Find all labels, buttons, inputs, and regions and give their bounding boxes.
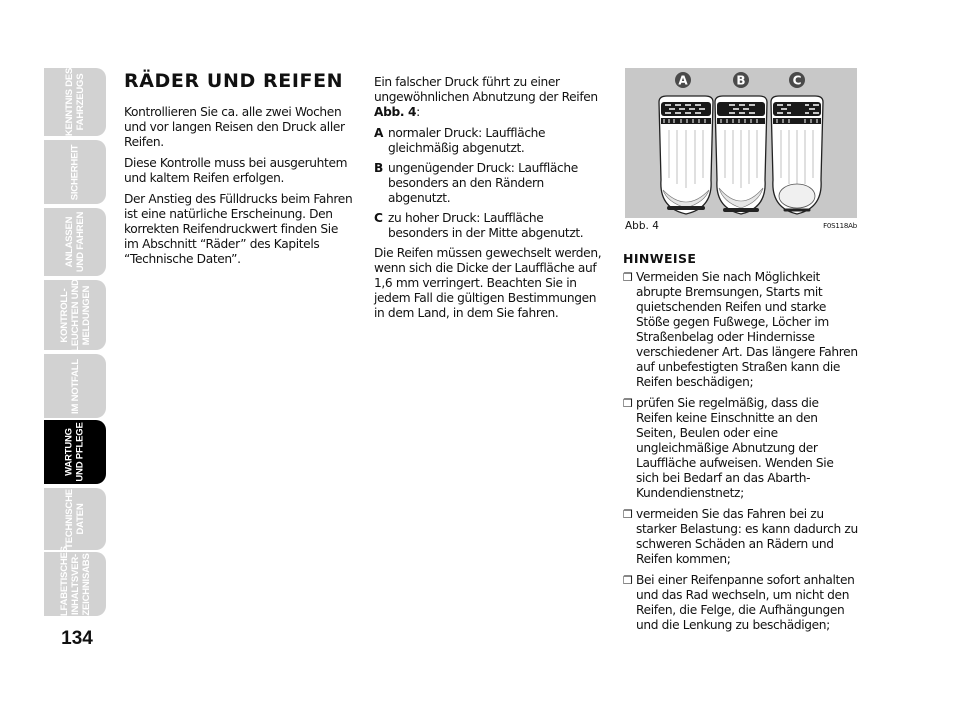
bullet-text: prüfen Sie regelmäßig, dass die Reifen keine Einschnitte an den Seiten, Beulen oder eine ungleichmäßige Abnutzung der Lauffläche aufweisen. Wenden Sie sich bei Bedarf an das Abarth-Kundendienstnetz;	[636, 396, 834, 500]
tab-label: TECHNISCHE DATEN	[63, 489, 86, 549]
checkbox-icon: ❒	[623, 271, 633, 284]
item-text: ungenügender Druck: Lauffläche besonders an den Rändern abgenutzt.	[388, 161, 578, 205]
tab-label: WARTUNG UND PFLEGE	[63, 422, 86, 482]
intro-text: Ein falscher Druck führt zu einer ungewöhnlichen Abnutzung der Reifen	[374, 75, 598, 104]
tab-label: KONTROLL- LEUCHTEN UND MELDUNGEN	[58, 278, 92, 352]
bullet-text: Vermeiden Sie nach Möglichkeit abrupte Bremsungen, Starts mit quietschenden Reifen und starke Stöße gegen Fußwege, Löcher im Straßenbelag oder Hindernisse verschiedener Art. Das längere Fahren auf unbefestigten Straßen kann die Reifen beschädigen;	[636, 270, 858, 389]
tab-label: ANLASSEN UND FAHREN	[64, 211, 86, 273]
badge-b	[733, 72, 749, 88]
column-3	[623, 251, 858, 639]
bullet-text: Bei einer Reifenpanne sofort anhalten und das Rad wechseln, um nicht den Reifen, die Felge, die Aufhängungen und die Lenkung zu beschädigen;	[636, 573, 855, 632]
checkbox-icon: ❒	[623, 397, 633, 410]
tire-a	[659, 96, 713, 214]
item-key: B	[374, 161, 383, 175]
tab-label: KENNTNIS DES FAHRZEUGS	[64, 67, 86, 137]
tab-kontrollleuchten-und-meldungen[interactable]	[44, 280, 106, 350]
bullet-text: vermeiden Sie das Fahren bei zu starker Belastung: es kann dadurch zu schweren Schäden an Rädern und Reifen kommen;	[636, 507, 858, 566]
notes-heading: HINWEISE	[623, 251, 697, 266]
paragraph: Diese Kontrolle muss bei ausgeruhtem und kaltem Reifen erfolgen.	[124, 156, 348, 185]
figure-caption	[625, 220, 857, 232]
svg-text:C: C	[792, 73, 802, 88]
list-item	[374, 126, 606, 156]
bullet-item	[623, 396, 858, 501]
svg-text:A: A	[678, 73, 688, 88]
paragraph: Der Anstieg des Fülldrucks beim Fahren ist eine natürliche Erscheinung. Den korrekten Reifendruckwert finden Sie im Abschnitt “Räder” des Kapitels “Technische Daten”.	[124, 192, 353, 266]
checkbox-icon: ❒	[623, 508, 633, 521]
list-item	[374, 211, 606, 241]
tire-b	[715, 96, 767, 214]
tab-anlassen-und-fahren[interactable]	[44, 208, 106, 276]
bullet-item	[623, 507, 858, 567]
list-item	[374, 161, 606, 206]
item-key: C	[374, 211, 383, 225]
tab-label: ALFABETISCHES INHALTSVER- ZEICHNISABS	[58, 545, 92, 623]
tab-label: SICHERHEIT	[69, 144, 81, 200]
tire-wear-illustration	[625, 68, 857, 218]
checkbox-icon: ❒	[623, 574, 633, 587]
tab-alfabetisches-inhaltsverzeichnis[interactable]	[44, 545, 106, 623]
bullet-item	[623, 270, 858, 390]
tire-c	[771, 96, 823, 214]
column-1	[124, 71, 356, 273]
figure-code: F0S118Ab	[823, 222, 857, 230]
tab-im-notfall[interactable]	[44, 354, 106, 418]
section-title: RÄDER UND REIFEN	[124, 70, 344, 92]
badge-c	[789, 72, 805, 88]
intro-end: :	[416, 105, 420, 119]
tab-technische-daten[interactable]	[44, 488, 106, 550]
svg-text:B: B	[736, 73, 746, 88]
item-text: zu hoher Druck: Lauffläche besonders in der Mitte abgenutzt.	[388, 211, 584, 240]
paragraph: Kontrollieren Sie ca. alle zwei Wochen und vor langen Reisen den Druck aller Reifen.	[124, 105, 345, 149]
item-text: normaler Druck: Lauffläche gleichmäßig abgenutzt.	[388, 126, 546, 155]
tab-label: IM NOTFALL	[69, 358, 81, 414]
paragraph: Die Reifen müssen gewechselt werden, wenn sich die Dicke der Lauffläche auf 1,6 mm verringert. Beachten Sie in jedem Fall die gültigen Bestimmungen in dem Land, in dem Sie fahren.	[374, 246, 602, 320]
tire-wear-figure	[625, 68, 857, 218]
badge-a	[675, 72, 691, 88]
column-2	[374, 75, 606, 327]
figure-reference[interactable]: Abb. 4	[374, 105, 417, 119]
tab-wartung-und-pflege[interactable]	[44, 420, 106, 484]
figure-caption-label: Abb. 4	[625, 220, 659, 232]
intro-paragraph	[374, 75, 606, 120]
page-number: 134	[61, 628, 93, 649]
bullet-item	[623, 573, 858, 633]
tab-sicherheit[interactable]	[44, 140, 106, 204]
item-key: A	[374, 126, 384, 140]
tab-kenntnis-des-fahrzeugs[interactable]	[44, 68, 106, 136]
